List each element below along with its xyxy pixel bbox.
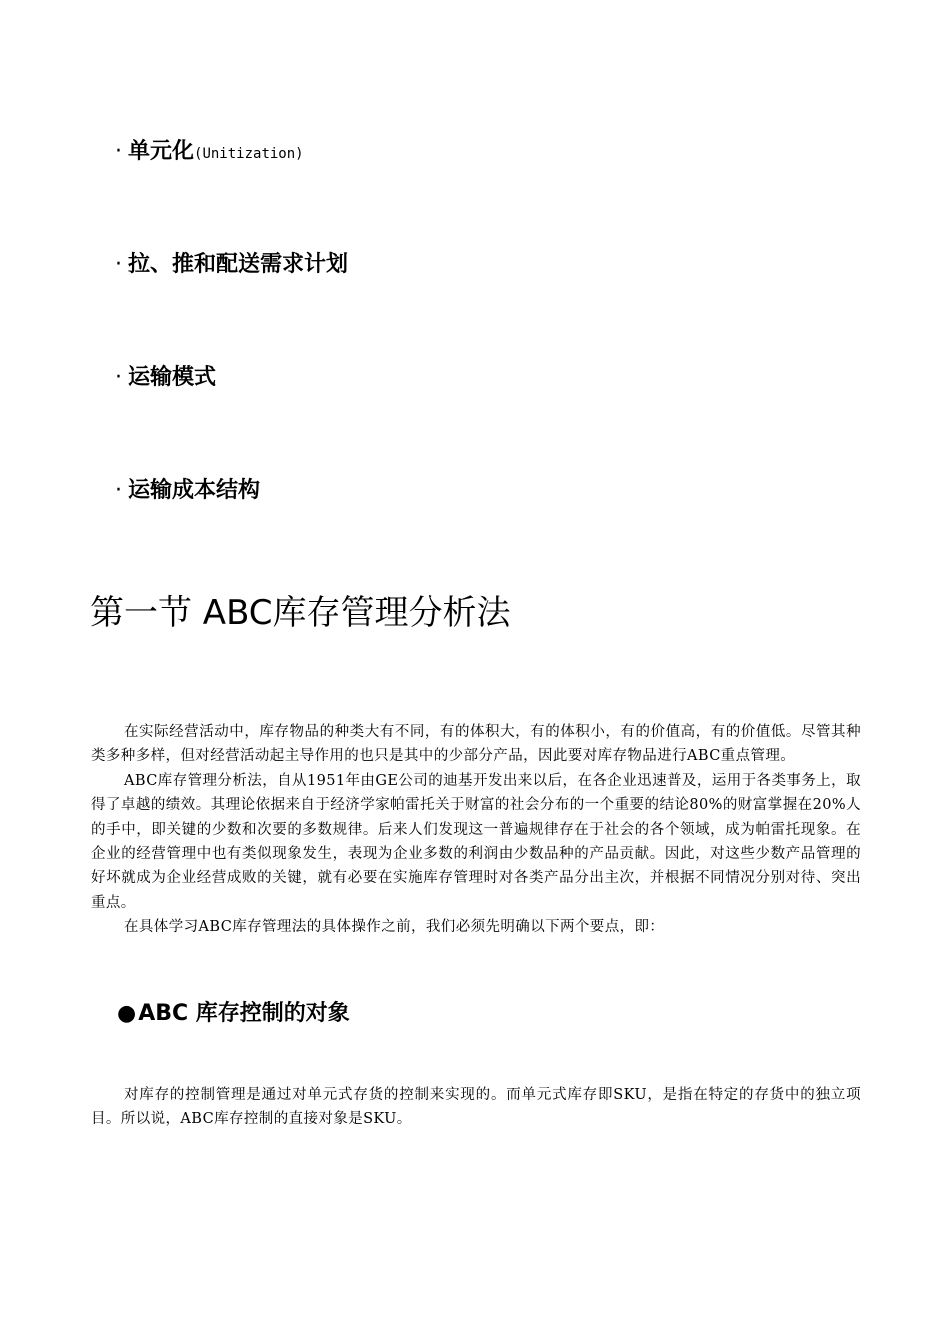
- bullet-item-label: 运输模式: [128, 365, 217, 390]
- bullet-dot-icon: ●: [117, 1001, 137, 1026]
- bullet-marker: ·: [115, 365, 122, 390]
- bullet-item-label: 单元化: [128, 139, 195, 164]
- bullet-marker: ·: [115, 139, 122, 164]
- bullet-item-label: 拉、推和配送需求计划: [128, 252, 349, 277]
- subsection-title: ABC 库存控制的对象: [138, 1001, 350, 1026]
- bullet-marker: ·: [115, 252, 122, 277]
- bullet-item-suffix: (Unitization): [194, 146, 304, 162]
- subsection-heading: [117, 998, 350, 1030]
- paragraph: ABC库存管理分析法，自从1951年由GE公司的迪基开发出来以后，在各企业迅速普及，运用于各类事务上，取得了卓越的绩效。其理论依据来自于经济学家帕雷托关于财富的社会分布的一个重要的结论80%的财富掌握在20%人的手中，即关键的少数和次要的多数规律。后来人们发现这一普遍规律存在于社会的各个领域，成为帕雷托现象。在企业的经营管理中也有类似现象发生，表现为企业多数的利润由少数品种的产品贡献。因此，对这些少数产品管理的好坏就成为企业经营成败的关键，就有必要在实施库存管理时对各类产品分出主次，并根据不同情况分别对待、突出重点。: [91, 772, 861, 911]
- paragraph: 在具体学习ABC库存管理法的具体操作之前，我们必须先明确以下两个要点，即：: [124, 919, 665, 936]
- bullet-item-unitization: [115, 138, 304, 168]
- bullet-item-demand-planning: [115, 251, 348, 279]
- subsection-body: [91, 1083, 861, 1132]
- paragraph: 对库存的控制管理是通过对单元式存货的控制来实现的。而单元式库存即SKU，是指在特定的存货中的独立项目。所以说，ABC库存控制的直接对象是SKU。: [91, 1087, 861, 1128]
- paragraph: 在实际经营活动中，库存物品的种类大有不同，有的体积大，有的体积小，有的价值高，有的价值低。尽管其种类多种多样，但对经营活动起主导作用的也只是其中的少部分产品，因此要对库存物品进行ABC重点管理。: [91, 724, 861, 765]
- bullet-item-label: 运输成本结构: [128, 478, 261, 503]
- bullet-item-transport-mode: [115, 364, 216, 392]
- section-title: 第一节 ABC库存管理分析法: [90, 593, 511, 633]
- bullet-marker: ·: [115, 478, 122, 503]
- bullet-item-transport-cost: [115, 477, 260, 505]
- section-body: [91, 720, 861, 940]
